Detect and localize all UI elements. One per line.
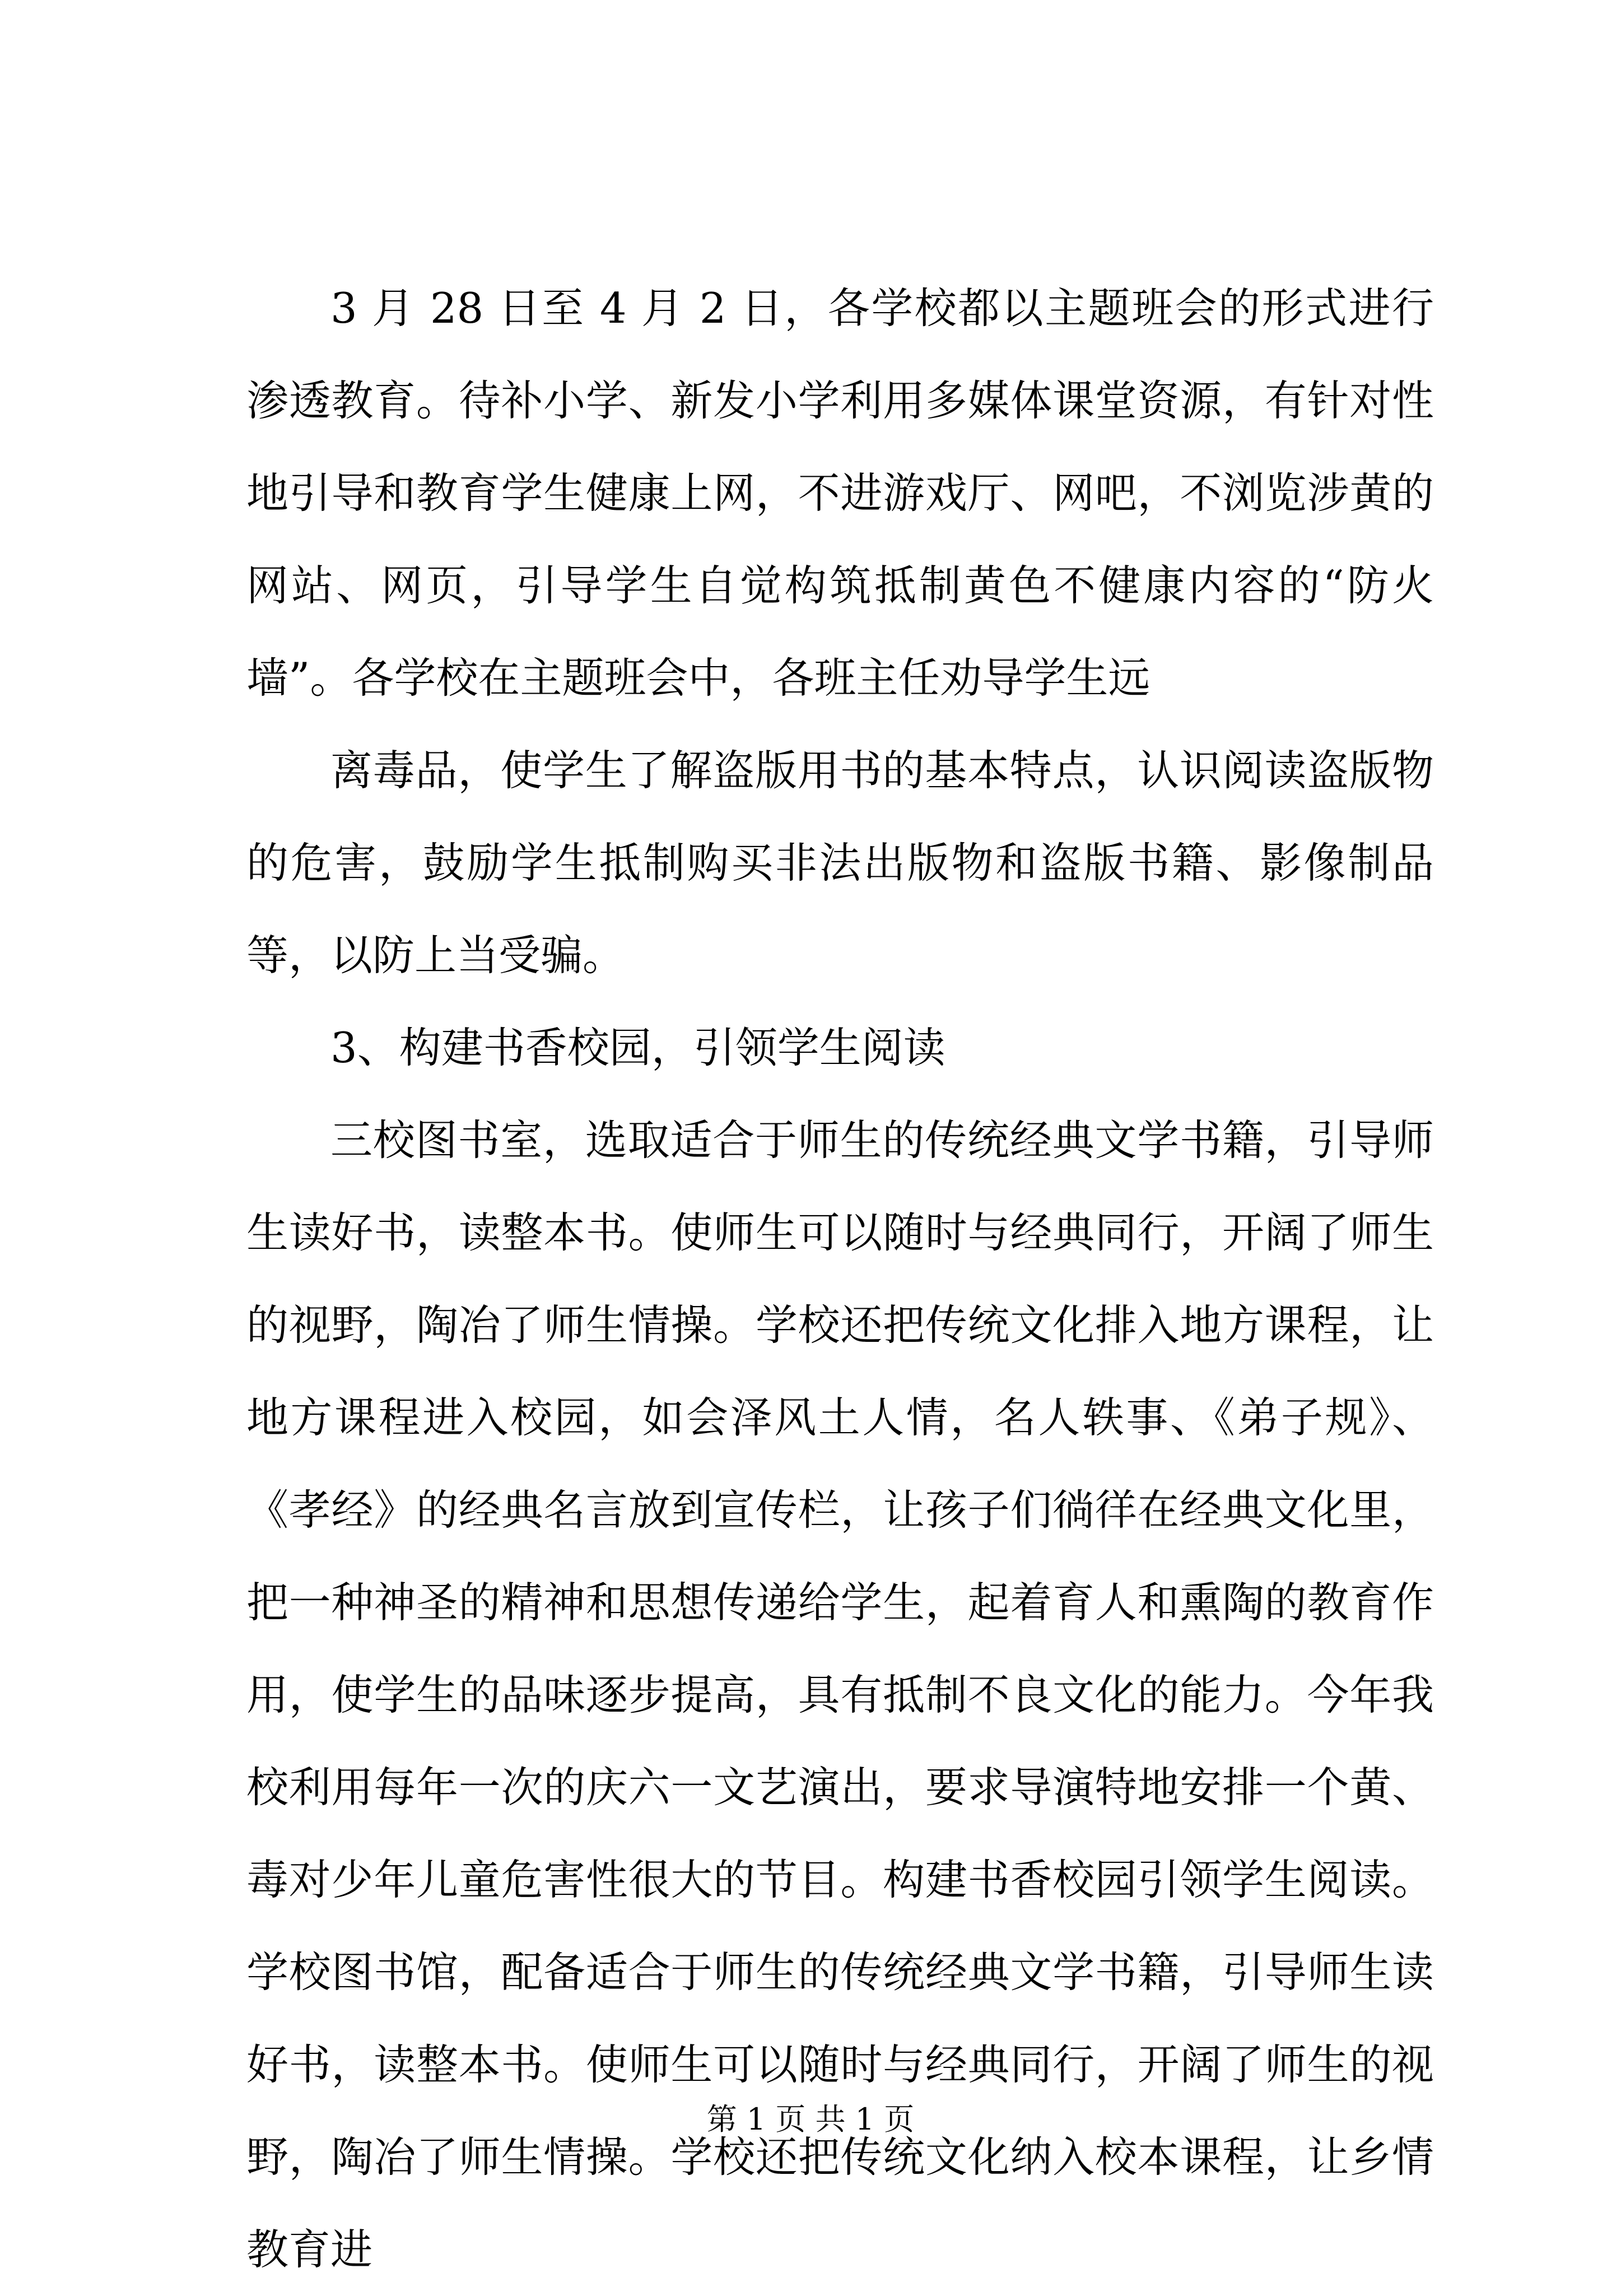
document-body: [246, 262, 1434, 2296]
page-footer: 第 1 页 共 1 页: [706, 2102, 915, 2137]
paragraph-library: 三校图书室，选取适合于师生的传统经典文学书籍，引导师生读好书，读整本书。使师生可以随时与经典同行，开阔了师生的视野，陶冶了师生情操。学校还把传统文化排入地方课程，让地方课程进入校园，如会泽风土人情，名人轶事、《弟子规》、《孝经》的经典名言放到宣传栏，让孩子们徜徉在经典文化里，把一种神圣的精神和思想传递给学生，起着育人和熏陶的教育作用，使学生的品味逐步提高，具有抵制不良文化的能力。今年我校利用每年一次的庆六一文艺演出，要求导演特地安排一个黄、毒对少年儿童危害性很大的节目。构建书香校园引领学生阅读。学校图书馆，配备适合于师生的传统经典文学书籍，引导师生读好书，读整本书。使师生可以随时与经典同行，开阔了师生的视野，陶冶了师生情操。学校还把传统文化纳入校本课程，让乡情教育进: [246, 1116, 1434, 2274]
paragraph-anti-piracy: 离毒品，使学生了解盗版用书的基本特点，认识阅读盗版物的危害，鼓励学生抵制购买非法出版物和盗版书籍、影像制品等，以防上当受骗。: [246, 746, 1434, 980]
section-heading-reading: 3、构建书香校园，引领学生阅读: [330, 1023, 945, 1072]
paragraph-theme-class-meeting: 3 月 28 日至 4 月 2 日，各学校都以主题班会的形式进行渗透教育。待补小学、新发小学利用多媒体课堂资源，有针对性地引导和教育学生健康上网，不进游戏厅、网吧，不浏览涉黄的网站、网页，引导学生自觉构筑抵制黄色不健康内容的“防火墙”。各学校在主题班会中，各班主任劝导学生远: [246, 283, 1434, 703]
